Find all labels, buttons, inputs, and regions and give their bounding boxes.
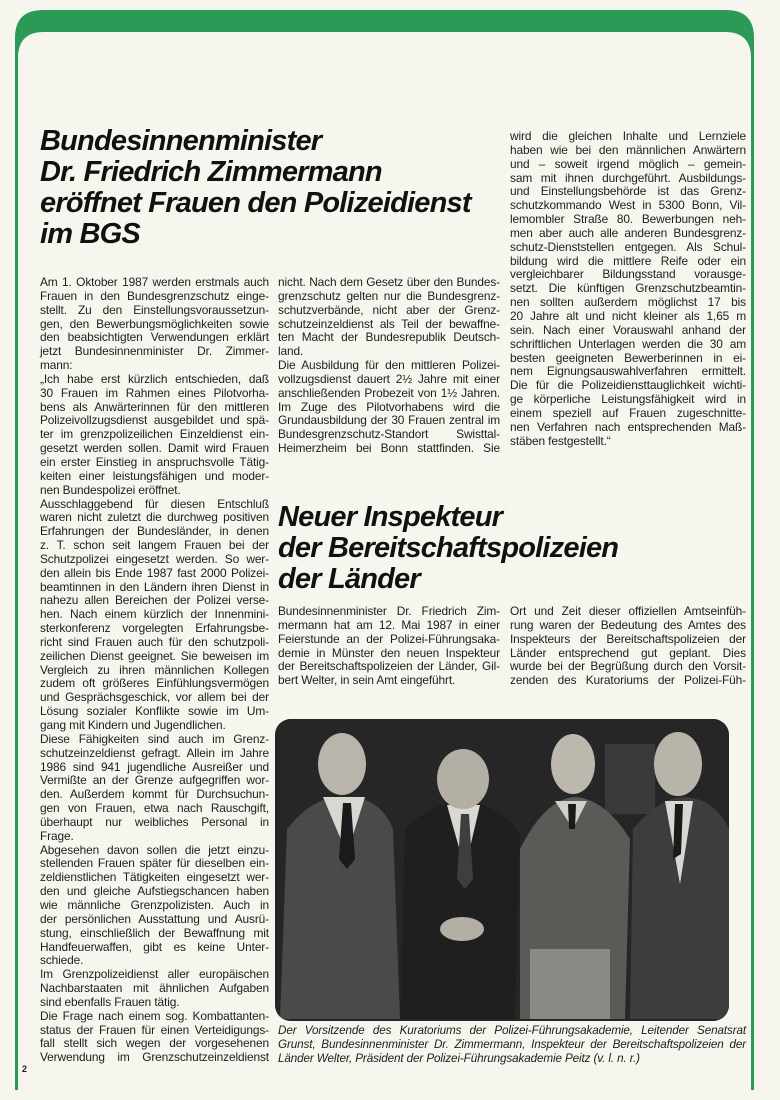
text-line: einem speziell auf Frauen zugeschnitte- [510,405,746,420]
photo-four-men [275,719,729,1021]
text-line: anschließenden Probezeit von 1½ Jahren. [278,385,500,400]
text-line: Im Zuge des Pilotvorhabens wird die [278,399,500,414]
text-line: besten geeigneten Bewerberinnen in ei- [510,350,746,365]
text-line: lemombler Straße 80. Bewerbungen neh- [510,212,746,227]
text-line: stung, einschließlich der Bewaffnung mit [40,925,269,940]
text-line: Handfeuerwaffen, gibt es keine Unter- [40,939,269,954]
text-line: ter im grenzpolizeilichen Einzeldienst ein- [40,427,269,442]
text-line: stellenden Frauen später für dieselben ein- [40,856,269,871]
text-line: gang mit Kindern und Jugendlichen. [40,718,226,732]
text-line: bens als Anwärterinnen für den mittleren [40,399,269,414]
text-line: Länder Welter, Präsident der Polizei-Führungsakademie Peitz (v. l. n. r.) [278,1051,640,1065]
text-line: 1986 sind 941 jugendliche Ausreißer und [40,759,269,774]
article2-headline [278,502,618,595]
text-line: stäben festgestellt.“ [510,433,611,448]
text-line: Am 1. Oktober 1987 werden erstmals auch [40,275,269,289]
text-line: richt sind Frauen auch für den schutzpoli- [40,634,269,649]
text-line: rung waren der Bedeutung des Amtes des [510,617,746,632]
text-line: zenden des Kuratoriums der Polizei-Füh- [510,673,746,688]
text-line: sind ebenfalls Frauen tätig. [40,994,180,1009]
text-line: zudem oft größeres Einfühlungsvermögen [40,676,269,691]
text-line: Der Vorsitzende des Kuratoriums der Polizei-Führungsakademie, Leitender Senatsrat [278,1024,746,1037]
text-line: waren nicht zuletzt die durchweg positiven [40,510,269,525]
text-line: vollzugsdienst dauert 2½ Jahre mit einer [278,371,500,386]
text-line: Die Ausbildung für den mittleren Polizei- [278,358,500,373]
text-line: 30 Frauen im Rahmen eines Pilotvorha- [40,385,269,400]
text-line: gesetzt werden sollen. Damit wird Frauen [40,441,269,456]
text-line: Frauen in den Bundesgrenzschutz einge- [40,288,269,303]
text-line: men aber auch alle anderen Bundesgrenz- [510,225,746,240]
text-line: der Bereitschaftspolizeien der Länder, Gil- [278,659,500,674]
text-line: schutzeinzeldienst als Teil der bewaffne- [278,316,500,331]
text-line: keiten einer leistungsfähigen und moder- [40,468,269,483]
text-line: den. Außerdem kommt für Durchsuchun- [40,787,269,802]
text-line: bert Welter, in sein Amt eingeführt. [278,673,456,688]
text-line: beamtinnen in den Ländern ihren Dienst in [40,579,269,594]
text-line: Lösung sozialer Konflikte sowie im Um- [40,704,269,719]
text-line: grenzschutz gelten nur die Bundesgrenz- [278,288,500,303]
text-line: und Einstellungsbehörde ist das Grenz- [510,184,746,199]
text-line: hen. Nach einem kürzlich der Innenmini- [40,607,269,622]
text-line: sterkonferenz vorgelegten Erfahrungsbe- [40,621,269,636]
headline-line: im BGS [40,218,140,250]
text-line: Bundesgrenzschutz-Standort Swisttal- [278,427,500,442]
text-line: Nachbarstaaten mit ähnlichen Aufgaben [40,981,269,996]
text-line: vergleichbarer Bildungsstand vorausge- [510,267,746,282]
text-line: wurde bei der Begrüßung durch den Vorsit- [510,659,746,674]
text-line: Vergleich zu ihren männlichen Kollegen [40,662,269,677]
text-line: der persönlichen Ausstattung und Ausrü- [40,911,269,926]
text-line: „Ich habe erst kürzlich entschieden, daß [40,371,269,386]
text-line: bildung wird die mittlere Reife oder ein [510,253,746,268]
text-line: schutz-Dienststellen entgegen. Als Schul- [510,239,746,254]
text-line: fall stellt sich wegen der vorgesehenen [40,1036,269,1051]
text-line: Die Frage nach einem sog. Kombattanten- [40,1008,269,1023]
text-line: überhaupt nur weibliches Personal in [40,814,269,829]
headline-line: Dr. Friedrich Zimmermann [40,156,382,188]
text-line: schutzeinzeldienst gefragt. Allein im Jahre [40,745,269,760]
text-line: Länder entsprechend gut geplant. Dies [510,645,746,660]
text-line: Inspekteurs der Bereitschaftspolizeien der [510,631,746,646]
text-line: Ausschlaggebend für diesen Entschluß [40,496,269,511]
text-line: stellt. Zu den Einstellungsvoraussetzun- [40,302,269,317]
text-line: Bundesinnenminister Dr. Friedrich Zim- [278,604,500,618]
headline-line: Neuer Inspekteur [278,501,503,533]
text-line: Grunst, Bundesinnenminister Dr. Zimmermann, Inspekteur der Bereitschaftspolizeien der [278,1037,746,1051]
text-line: mann: [40,358,73,373]
text-line: ein erster Einstieg in anspruchsvolle Tätig- [40,454,269,469]
text-line: nem Eignungsauswahlverfahren ermittelt. [510,364,746,379]
text-line: sein. Nach einer Vorauswahl anhand der [510,322,746,337]
text-line: sam mit ihnen durchgeführt. Ausbildungs- [510,170,746,185]
text-line: den beabsichtigten Verwendungen erklärt [40,330,269,345]
text-line: nahezu allen Bereichen der Polizei verse- [40,593,269,608]
photo-caption [278,1024,746,1066]
text-line: zeldienstlichen Tätigkeiten eingesetzt wer- [40,870,269,885]
text-line: 20 Jahre alt und nicht kleiner als 1,65 m [510,308,746,323]
group-photo [275,719,729,1021]
text-line: den und gleiche Aufstiegschancen haben [40,884,269,899]
text-line: gen von Frauen, etwa nach Rauschgift, [40,801,269,816]
text-line: demie in Münster den neuen Inspekteur [278,645,500,660]
text-line: haben wie bei den männlichen Anwärtern [510,142,746,157]
text-line: gen, den Bewerbungsmöglichkeiten sowie [40,316,269,331]
text-line: Grundausbildung der 30 Frauen zentral im [278,413,500,428]
headline-line: der Länder [278,563,420,595]
text-line: Ort und Zeit dieser offiziellen Amtseinfüh- [510,604,746,618]
article2-column-1 [278,605,500,688]
text-line: schutzverbände, nicht aber der Grenz- [278,302,500,317]
text-line: Schutzpolizei eingesetzt werden. So wer- [40,551,269,566]
text-line: schriftlichen Unterlagen werden die 30 am [510,336,746,351]
article1-headline [40,126,471,250]
text-line: und Gesprächsgeschick, vor allem bei der [40,690,269,705]
text-line: den allein bis Ende 1987 fast 2000 Polizei- [40,565,269,580]
article1-column-3 [510,130,746,448]
text-line: zeilichen Dienst geeignet. Sie beweisen im [40,648,269,663]
headline-line: der Bereitschaftspolizeien [278,532,619,564]
text-line: Feierstunde an der Polizei-Führungsaka- [278,631,500,646]
text-line: land. [278,344,304,359]
text-line: Erfahrungen der Bundesländer, in denen [40,524,269,539]
text-line: nen Bundespolizei eröffnet. [40,482,181,497]
article1-column-1 [40,276,269,1065]
text-line: Polizeivollzugsdienst ausgebildet und spä- [40,413,269,428]
text-line: status der Frauen für einen Verteidigungs- [40,1022,269,1037]
text-line: Verwendung im Grenzschutzeinzeldienst [40,1050,269,1065]
text-line: Diese Fähigkeiten sind auch im Grenz- [40,731,269,746]
text-line: ge körperliche Leistungsfähigkeit wird in [510,392,746,407]
text-line: schiede. [40,953,84,968]
article1-column-2 [278,276,500,456]
text-line: nicht. Nach dem Gesetz über den Bundes- [278,275,500,289]
text-line: nen sollten außerdem möglichst 17 bis [510,295,746,310]
text-line: Vermißte an der Grenze aufgegriffen wor- [40,773,269,788]
page-number: 2 [22,1064,28,1074]
text-line: mermann hat am 12. Mai 1987 in einer [278,617,500,632]
text-line: Die für die Polizeidiensttauglichkeit wichti- [510,378,746,393]
text-line: setzt. Die künftigen Grenzschutzbeamtin- [510,281,746,296]
text-line: jetzt Bundesinnenminister Dr. Zimmer- [40,344,269,359]
text-line: wie männliche Grenzpolizisten. Auch in [40,897,269,912]
text-line: schutzkommando West in 5300 Bonn, Vil- [510,198,746,213]
text-line: Im Grenzpolizeidienst aller europäischen [40,967,269,982]
text-line: und – soweit irgend möglich – gemein- [510,156,746,171]
text-line: nen Verfahren nach entsprechenden Maß- [510,419,746,434]
headline-line: Bundesinnenminister [40,125,322,157]
article2-column-2 [510,605,746,688]
text-line: z. T. schon seit langem Frauen bei der [40,538,269,553]
text-line: wird die gleichen Inhalte und Lernziele [510,129,746,143]
headline-line: eröffnet Frauen den Polizeidienst [40,187,471,219]
text-line: ten Macht der Bundesrepublik Deutsch- [278,330,500,345]
text-line: Abgesehen davon sollen die jetzt einzu- [40,842,269,857]
text-line: Frage. [40,828,74,843]
text-line: Heimerzheim bei Bonn stattfinden. Sie [278,441,500,456]
